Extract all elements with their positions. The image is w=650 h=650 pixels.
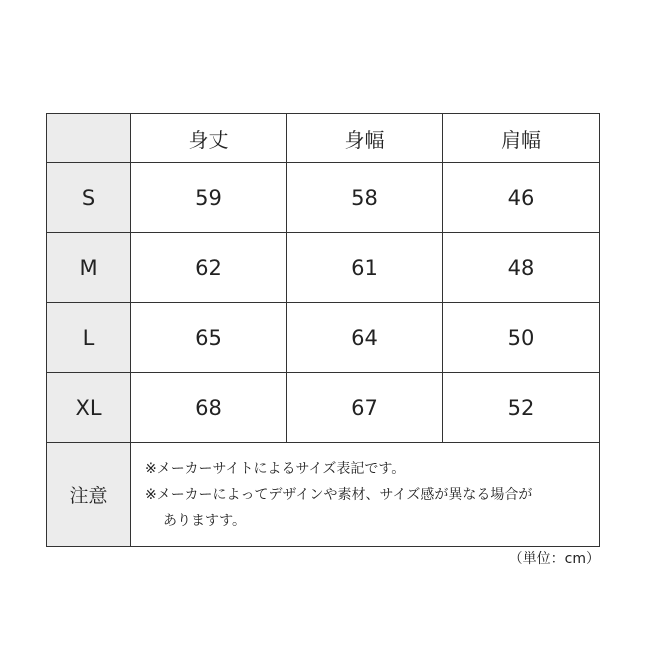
column-header-length: 身丈: [131, 114, 287, 163]
table-row: [47, 373, 600, 443]
table-cell: 68: [131, 373, 287, 443]
notes-row: [47, 443, 600, 547]
column-header-shoulder: 肩幅: [443, 114, 600, 163]
note-line: ※メーカーによってデザインや素材、サイズ感が異なる場合が: [145, 486, 533, 503]
table-cell: 62: [131, 233, 287, 303]
table-row: [47, 303, 600, 373]
size-label: L: [47, 303, 131, 373]
header-row: [47, 114, 600, 163]
note-line: ※メーカーサイトによるサイズ表記です。: [145, 460, 406, 477]
size-label: S: [47, 163, 131, 233]
table-cell: 59: [131, 163, 287, 233]
table-cell: 64: [287, 303, 443, 373]
size-label: M: [47, 233, 131, 303]
table-cell: 48: [443, 233, 600, 303]
note-line: ありますす。: [163, 512, 247, 529]
unit-caption: （単位：cm）: [508, 551, 600, 567]
notes-text: [131, 443, 600, 547]
size-chart-table: [46, 113, 600, 547]
table-cell: 67: [287, 373, 443, 443]
table-cell: 52: [443, 373, 600, 443]
table-cell: 46: [443, 163, 600, 233]
table-row: [47, 233, 600, 303]
size-label: XL: [47, 373, 131, 443]
column-header-width: 身幅: [287, 114, 443, 163]
table-row: [47, 163, 600, 233]
table-cell: 65: [131, 303, 287, 373]
table-cell: 50: [443, 303, 600, 373]
table-cell: 61: [287, 233, 443, 303]
corner-cell: [47, 114, 131, 163]
notes-label: 注意: [47, 443, 131, 547]
table-cell: 58: [287, 163, 443, 233]
